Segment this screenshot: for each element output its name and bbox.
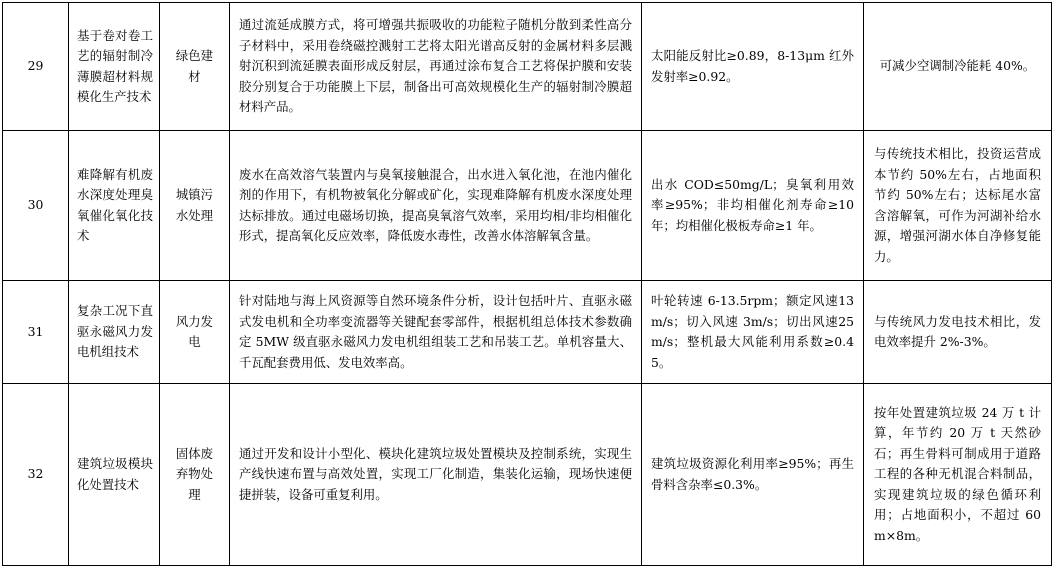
row-number: 31 (3, 281, 69, 384)
row-number: 30 (3, 131, 69, 281)
application-field: 固体废弃物处理 (160, 384, 230, 566)
technology-name: 复杂工况下直驱永磁风力发电机组技术 (69, 281, 160, 384)
table-row (3, 131, 1052, 281)
benefit-effect: 与传统技术相比，投资运营成本节约 50%左右，占地面积节约 50%左右；达标尾水富含溶解氧，可作为河湖补给水源，增强河湖水体自净修复能力。 (864, 131, 1052, 281)
application-field: 绿色建材 (160, 3, 230, 131)
technology-name: 难降解有机废水深度处理臭氧催化氧化技术 (69, 131, 160, 281)
table-row (3, 384, 1052, 566)
table-row (3, 3, 1052, 131)
technology-table (2, 2, 1052, 566)
table-row (3, 281, 1052, 384)
technology-description: 通过开发和设计小型化、模块化建筑垃圾处置模块及控制系统，实现生产线快速布置与高效处置，实现工厂化制造，集装化运输，现场快速便捷拼装，设备可重复利用。 (230, 384, 642, 566)
technology-name: 建筑垃圾模块化处置技术 (69, 384, 160, 566)
key-indicators: 太阳能反射比≥0.89，8-13μm 红外发射率≥0.92。 (642, 3, 864, 131)
key-indicators: 建筑垃圾资源化利用率≥95%；再生骨料含杂率≤0.3%。 (642, 384, 864, 566)
row-number: 32 (3, 384, 69, 566)
technology-description: 通过流延成膜方式，将可增强共振吸收的功能粒子随机分散到柔性高分子材料中，采用卷绕磁控溅射工艺将太阳光谱高反射的金属材料多层溅射沉积到流延膜表面形成反射层，再通过涂布复合工艺将保护膜和安装胶分别复合于功能膜上下层，制备出可高效规模化生产的辐射制冷膜超材料产品。 (230, 3, 642, 131)
technology-name: 基于卷对卷工艺的辐射制冷薄膜超材料规模化生产技术 (69, 3, 160, 131)
key-indicators: 叶轮转速 6-13.5rpm；额定风速13m/s；切入风速 3m/s；切出风速25m/s；整机最大风能利用系数≥0.45。 (642, 281, 864, 384)
technology-description: 废水在高效溶气装置内与臭氧接触混合，出水进入氧化池，在池内催化剂的作用下，有机物被氧化分解或矿化，实现难降解有机废水深度处理达标排放。通过电磁场切换，提高臭氧溶气效率，采用均相/非均相催化形式，提高氧化反应效率，降低废水毒性，改善水体溶解氧含量。 (230, 131, 642, 281)
technology-description: 针对陆地与海上风资源等自然环境条件分析，设计包括叶片、直驱永磁式发电机和全功率变流器等关键配套零部件，根据机组总体技术参数确定 5MW 级直驱永磁风力发电机组组装工艺和吊装工艺。单机容量大、千瓦配套费用低、发电效率高。 (230, 281, 642, 384)
key-indicators: 出水 COD≤50mg/L；臭氧利用效率≥95%；非均相催化剂寿命≥10 年；均相催化极板寿命≥1 年。 (642, 131, 864, 281)
benefit-effect: 按年处置建筑垃圾 24 万 t 计算，年节约 20 万 t 天然砂石；再生骨料可制成用于道路工程的各种无机混合料制品，实现建筑垃圾的绿色循环利用；占地面积小，不超过 60m×8m。 (864, 384, 1052, 566)
benefit-effect: 可减少空调制冷能耗 40%。 (864, 3, 1052, 131)
application-field: 城镇污水处理 (160, 131, 230, 281)
benefit-effect: 与传统风力发电技术相比，发电效率提升 2%-3%。 (864, 281, 1052, 384)
row-number: 29 (3, 3, 69, 131)
application-field: 风力发电 (160, 281, 230, 384)
